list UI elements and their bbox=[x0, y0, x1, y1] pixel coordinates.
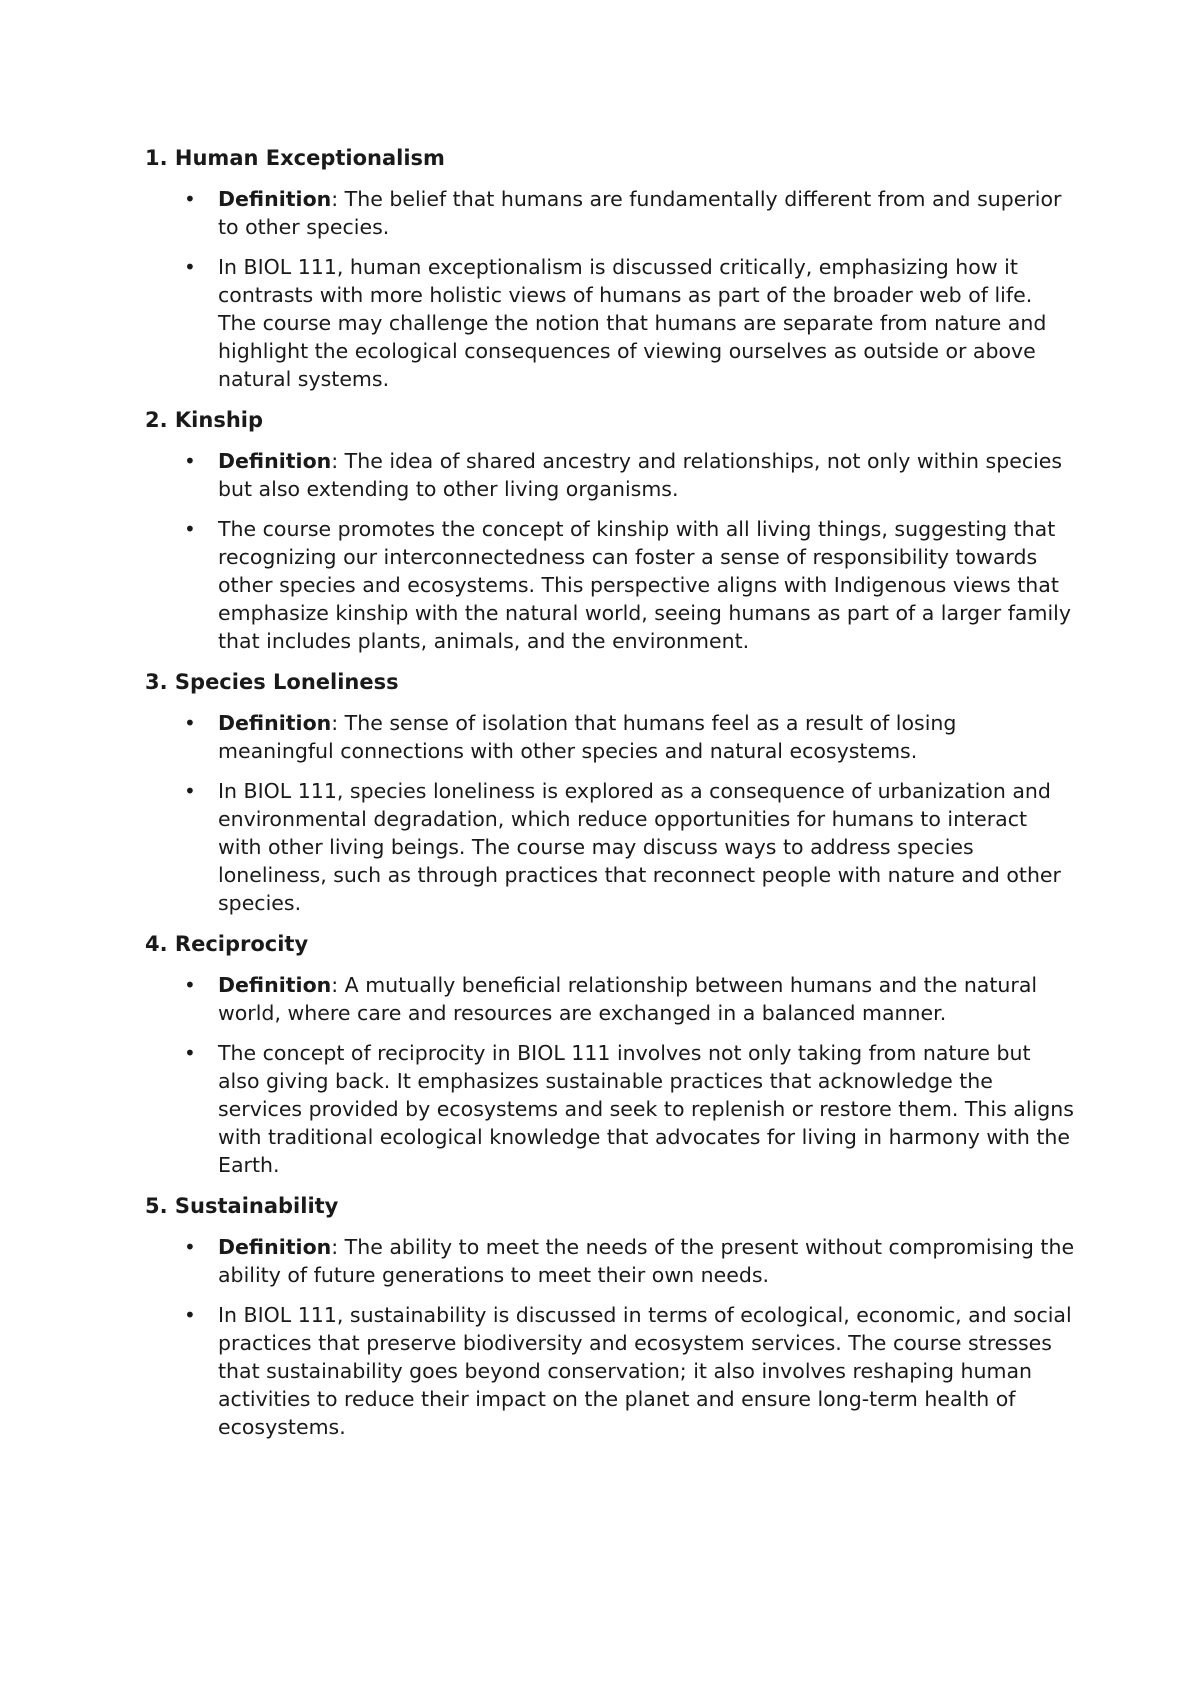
detail-text: In BIOL 111, sustainability is discussed in terms of ecological, economic, and social practices that preserve biodiversity and ecosystem services. The course stresses that sustainability goes beyond conservation; it also involves reshaping human activities to reduce their impact on the planet and ensure long-term health of ecosystems. bbox=[218, 1303, 1072, 1439]
bullet-list bbox=[145, 709, 1075, 917]
section-title: Species Loneliness bbox=[174, 670, 399, 694]
definition-item bbox=[145, 447, 1075, 503]
section-human-exceptionalism bbox=[145, 143, 1075, 393]
section-sustainability bbox=[145, 1191, 1075, 1441]
detail-item bbox=[145, 253, 1075, 393]
definition-term: Definition bbox=[218, 1235, 332, 1259]
bullet-icon: • bbox=[184, 1041, 196, 1065]
definition-term: Definition bbox=[218, 187, 332, 211]
section-reciprocity bbox=[145, 929, 1075, 1179]
bullet-icon: • bbox=[184, 1235, 196, 1259]
section-number: 1. bbox=[145, 146, 168, 170]
bullet-list bbox=[145, 1233, 1075, 1441]
detail-text: In BIOL 111, species loneliness is explored as a consequence of urbanization and environmental degradation, which reduce opportunities for humans to interact with other living beings. The course may discuss ways to address species loneliness, such as through practices that reconnect people with nature and other species. bbox=[218, 779, 1061, 915]
definition-text: : The idea of shared ancestry and relationships, not only within species but also extending to other living organisms. bbox=[218, 449, 1063, 501]
definition-text: : The ability to meet the needs of the present without compromising the ability of future generations to meet their own needs. bbox=[218, 1235, 1075, 1287]
definition-item bbox=[145, 971, 1075, 1027]
bullet-icon: • bbox=[184, 973, 196, 997]
bullet-icon: • bbox=[184, 449, 196, 473]
bullet-list bbox=[145, 971, 1075, 1179]
definition-term: Definition bbox=[218, 449, 332, 473]
section-kinship bbox=[145, 405, 1075, 655]
section-title: Kinship bbox=[174, 408, 264, 432]
bullet-icon: • bbox=[184, 187, 196, 211]
definition-term: Definition bbox=[218, 973, 332, 997]
detail-item bbox=[145, 1039, 1075, 1179]
document-body bbox=[145, 143, 1075, 1453]
section-heading bbox=[145, 929, 1075, 959]
section-title: Human Exceptionalism bbox=[174, 146, 445, 170]
section-number: 2. bbox=[145, 408, 168, 432]
section-heading bbox=[145, 667, 1075, 697]
definition-text: : A mutually beneficial relationship between humans and the natural world, where care and resources are exchanged in a balanced manner. bbox=[218, 973, 1038, 1025]
section-species-loneliness bbox=[145, 667, 1075, 917]
detail-text: The concept of reciprocity in BIOL 111 involves not only taking from nature but also giving back. It emphasizes sustainable practices that acknowledge the services provided by ecosystems and seek to replenish or restore them. This aligns with traditional ecological knowledge that advocates for living in harmony with the Earth. bbox=[218, 1041, 1074, 1177]
section-heading bbox=[145, 143, 1075, 173]
definition-item bbox=[145, 185, 1075, 241]
section-heading bbox=[145, 405, 1075, 435]
detail-item bbox=[145, 515, 1075, 655]
definition-item bbox=[145, 709, 1075, 765]
bullet-icon: • bbox=[184, 1303, 196, 1327]
section-title: Reciprocity bbox=[174, 932, 309, 956]
detail-item bbox=[145, 777, 1075, 917]
section-number: 3. bbox=[145, 670, 168, 694]
definition-text: : The sense of isolation that humans feel as a result of losing meaningful connections with other species and natural ecosystems. bbox=[218, 711, 957, 763]
definition-term: Definition bbox=[218, 711, 332, 735]
bullet-list bbox=[145, 447, 1075, 655]
definition-item bbox=[145, 1233, 1075, 1289]
bullet-icon: • bbox=[184, 711, 196, 735]
section-number: 5. bbox=[145, 1194, 168, 1218]
definition-text: : The belief that humans are fundamentally different from and superior to other species. bbox=[218, 187, 1062, 239]
detail-text: In BIOL 111, human exceptionalism is discussed critically, emphasizing how it contrasts with more holistic views of humans as part of the broader web of life. The course may challenge the notion that humans are separate from nature and highlight the ecological consequences of viewing ourselves as outside or above natural systems. bbox=[218, 255, 1047, 391]
bullet-icon: • bbox=[184, 255, 196, 279]
section-title: Sustainability bbox=[174, 1194, 339, 1218]
detail-item bbox=[145, 1301, 1075, 1441]
bullet-icon: • bbox=[184, 779, 196, 803]
bullet-icon: • bbox=[184, 517, 196, 541]
section-number: 4. bbox=[145, 932, 168, 956]
section-heading bbox=[145, 1191, 1075, 1221]
bullet-list bbox=[145, 185, 1075, 393]
detail-text: The course promotes the concept of kinship with all living things, suggesting that recognizing our interconnectedness can foster a sense of responsibility towards other species and ecosystems. This perspective aligns with Indigenous views that emphasize kinship with the natural world, seeing humans as part of a larger family that includes plants, animals, and the environment. bbox=[218, 517, 1071, 653]
